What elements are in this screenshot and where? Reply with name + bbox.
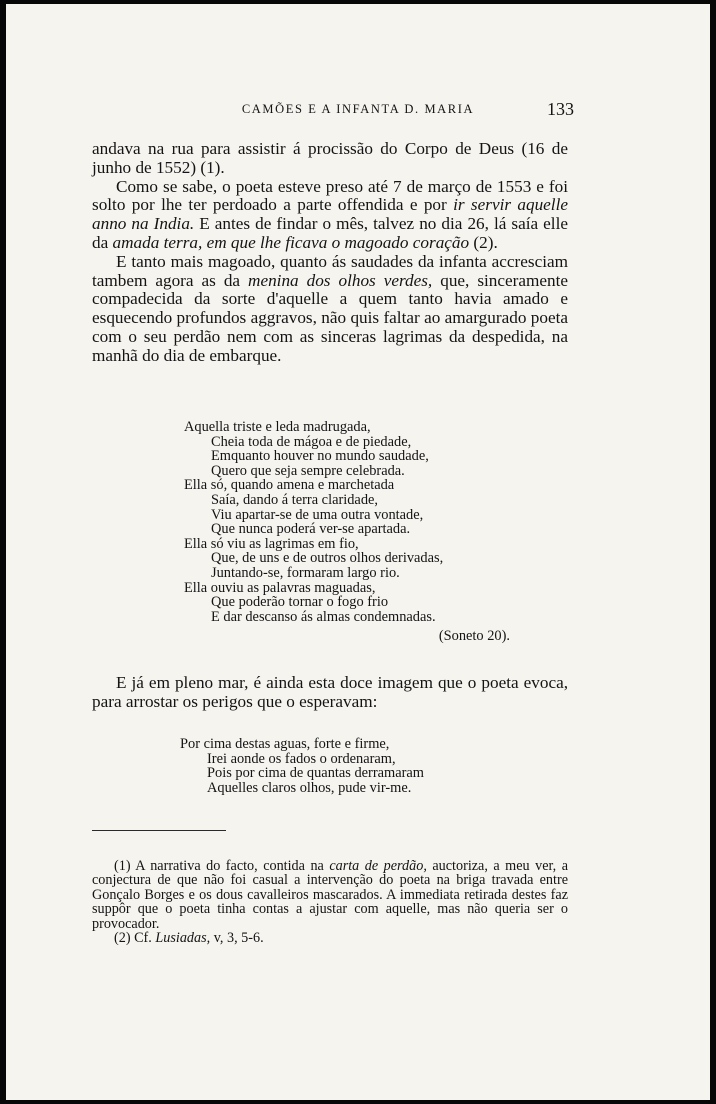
sonnet-quote: [184, 420, 524, 644]
sonnet-line: Ella ouviu as palavras maguadas,: [184, 579, 376, 596]
sonnet-line: Juntando-se, formaram largo rio.: [211, 564, 400, 581]
paragraph-3-italic-a: menina dos olhos verdes,: [248, 270, 433, 290]
sonnet-line: Saía, dando á terra claridade,: [211, 491, 379, 508]
paragraph-2-text-c: (2).: [469, 232, 498, 252]
sonnet-line: Que, de uns e de outros olhos derivadas,: [211, 550, 444, 567]
sonnet-reference: (Soneto 20).: [438, 628, 510, 645]
sonnet-line: Cheia toda de mágoa e de piedade,: [211, 433, 412, 450]
sonnet-line: Ella só, quando amena e marchetada: [184, 477, 395, 494]
footnotes: [92, 859, 568, 945]
paragraph-3-text-b: que, sinceramente compadecida da sorte d'aquelle a quem tanto havia amado e esquecendo profundos aggravos, não quis faltar ao amargurado poeta com o seu perdão nem com as sinceras lagrimas da despedida, na manhã do dia de embarque.: [92, 270, 568, 365]
book-page: [6, 4, 710, 1100]
quatrain-line: Aquelles claros olhos, pude vir-me.: [207, 779, 412, 796]
sonnet-line: Que nunca poderá ver-se apartada.: [211, 521, 411, 538]
footnote-rule: [92, 830, 226, 831]
running-title: CAMÕES E A INFANTA D. MARIA: [241, 102, 475, 116]
sonnet-line: E dar descanso ás almas condemnadas.: [211, 608, 436, 625]
sonnet-line: Que poderão tornar o fogo frio: [211, 594, 389, 611]
sonnet-line: Quero que seja sempre celebrada.: [211, 462, 405, 479]
footnote-2-italic: Lusiadas,: [155, 930, 211, 947]
paragraph-2: [92, 178, 568, 253]
quatrain-line: Irei aonde os fados o ordenaram,: [207, 750, 396, 767]
sonnet-line: Ella só viu as lagrimas em fio,: [184, 535, 359, 552]
paragraph-3-text-a: E tanto mais magoado, quanto ás saudades da infanta accresciam tambem agora as da: [92, 251, 568, 290]
page-header: [6, 99, 710, 121]
sonnet-line: Emquanto houver no mundo saudade,: [211, 448, 429, 465]
paragraph-1: andava na rua para assistir á procissão do Corpo de Deus (16 de junho de 1552) (1).: [92, 139, 568, 177]
paragraph-4: E já em pleno mar, é ainda esta doce imagem que o poeta evoca, para arrostar os perigos que o esperavam:: [92, 673, 568, 711]
quatrain-line: Por cima destas aguas, forte e firme,: [180, 736, 390, 752]
page-number: 133: [547, 99, 574, 119]
quatrain-line: Pois por cima de quantas derramaram: [207, 765, 424, 782]
footnote-1-text-b: auctoriza, a meu ver, a conjectura de que não foi casual a intervenção do poeta na briga travada entre Gonçalo Borges e os dous cavalleiros mascarados. A immediata retirada destes faz suppôr que o poeta tinha contas a ajustar com aquelle, mas não queria ser o provocador.: [92, 858, 568, 932]
quatrain-quote: [180, 737, 500, 795]
paragraph-2-italic-b: amada terra, em que lhe ficava o magoado coração: [112, 232, 470, 252]
footnote-1-text-a: (1) A narrativa do facto, contida na: [114, 858, 330, 874]
footnote-1: [92, 859, 568, 931]
paragraph-2-text-a: Como se sabe, o poeta esteve preso até 7 de março de 1553 e foi solto por lhe ter perdoado a parte offendida e por: [92, 176, 568, 215]
footnote-1-italic: carta de perdão,: [329, 858, 427, 874]
paragraph-2-italic-a: ir servir aquelle anno na India.: [92, 195, 568, 234]
sonnet-line: Viu apartar-se de uma outra vontade,: [211, 506, 424, 523]
main-text: [92, 140, 568, 366]
paragraph-3: [92, 253, 568, 366]
footnote-2-text-a: (2) Cf.: [114, 930, 156, 947]
paragraph-2-text-b: E antes de findar o mês, talvez no dia 26, lá saía elle da: [92, 214, 568, 252]
footnote-2-text-b: v, 3, 5-6.: [210, 930, 264, 947]
footnote-2: [92, 931, 568, 945]
sonnet-line: Aquella triste e leda madrugada,: [184, 419, 371, 435]
main-text-continued: [92, 674, 568, 712]
